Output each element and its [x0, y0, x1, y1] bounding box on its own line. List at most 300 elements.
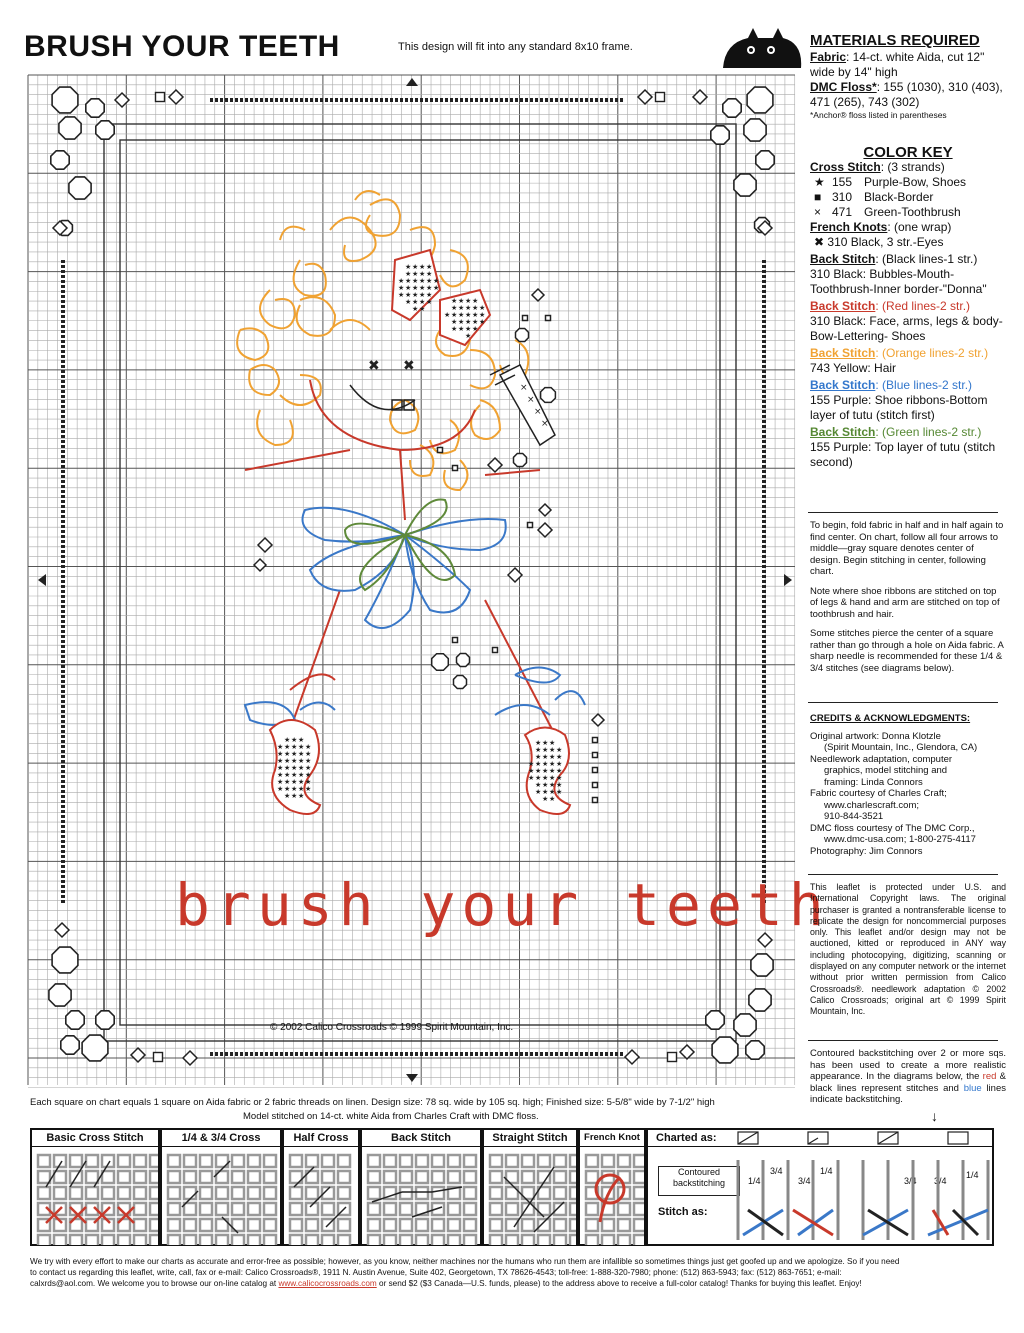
bubble	[457, 654, 470, 667]
border-stitch	[325, 98, 328, 102]
straight-stitch-diagram	[484, 1147, 576, 1245]
border-stitch	[762, 775, 766, 778]
footer-line: calxrds@aol.com. We welcome you to browse our on-line catalog at www.calicocrossroads.com or send $2 ($3 Canada—U.S. funds, please) to the address above to receive a full-color catalog! Thanks for buying this leaflet. Enjoy!	[30, 1279, 862, 1288]
chart-lettering: brush your teeth	[175, 871, 830, 939]
border-stitch	[61, 645, 65, 648]
fabric-square	[86, 1155, 98, 1167]
border-stitch	[762, 710, 766, 713]
star-stitch: ★	[398, 277, 405, 285]
border-stitch	[435, 1052, 438, 1056]
border-stitch	[762, 825, 766, 828]
border-stitch	[762, 570, 766, 573]
fabric-square	[416, 1219, 428, 1231]
fabric-square	[150, 1203, 158, 1215]
border-stitch	[420, 98, 423, 102]
border-stitch	[61, 570, 65, 573]
back-green-text: 155 Purple: Top layer of tutu (stitch second)	[810, 440, 996, 469]
border-stitch	[762, 665, 766, 668]
fabric-square	[554, 1155, 566, 1167]
fabric-square	[118, 1187, 130, 1199]
border-stitch	[762, 860, 766, 863]
fabric-square	[290, 1187, 302, 1199]
border-stitch	[61, 755, 65, 758]
model-note: Model stitched on 14-ct. white Aida from Charles Craft with DMC floss.	[243, 1111, 539, 1122]
border-stitch	[325, 1052, 328, 1056]
star-stitch: ★	[549, 781, 556, 789]
half-cross-diagram	[284, 1147, 358, 1245]
border-stitch	[762, 390, 766, 393]
border-stitch	[762, 270, 766, 273]
fabric-square	[134, 1155, 146, 1167]
fabric-square	[118, 1171, 130, 1183]
border-stitch	[762, 280, 766, 283]
fabric-square	[570, 1171, 576, 1183]
border-stitch	[61, 665, 65, 668]
border-stitch	[280, 98, 283, 102]
bubble-octagon	[69, 177, 91, 199]
star-stitch: ★	[472, 311, 479, 319]
star-stitch: ★	[284, 736, 291, 744]
star-stitch: ★	[556, 774, 563, 782]
border-stitch	[61, 395, 65, 398]
fabric-square	[184, 1219, 196, 1231]
bubble-octagon	[96, 1011, 114, 1029]
fabric-square	[464, 1155, 476, 1167]
credit-line: DMC floss courtesy of The DMC Corp.,	[810, 822, 975, 834]
star-stitch: ★	[405, 291, 412, 299]
border-stitch	[555, 1052, 558, 1056]
border-stitch	[61, 520, 65, 523]
star-stitch: ★	[451, 311, 458, 319]
star-stitch: ★	[284, 771, 291, 779]
star-stitch: ★	[542, 760, 549, 768]
star-stitch: ★	[291, 750, 298, 758]
border-stitch	[210, 98, 213, 102]
border-stitch	[440, 98, 443, 102]
border-stitch	[61, 460, 65, 463]
border-stitch	[61, 455, 65, 458]
border-stitch	[300, 98, 303, 102]
border-stitch	[620, 1052, 623, 1056]
border-stitch	[61, 865, 65, 868]
border-stitch	[61, 790, 65, 793]
border-stitch	[495, 98, 498, 102]
border-stitch	[762, 425, 766, 428]
star-stitch: ★	[535, 774, 542, 782]
back-black-note: : (Black lines-1 str.)	[875, 252, 978, 266]
border-stitch	[215, 1052, 218, 1056]
fabric-square	[432, 1187, 444, 1199]
border-stitch	[762, 765, 766, 768]
footer	[30, 1256, 1000, 1289]
border-stitch	[762, 335, 766, 338]
panel-title: Basic Cross Stitch	[32, 1130, 158, 1147]
border-stitch	[495, 1052, 498, 1056]
border-stitch	[762, 650, 766, 653]
credit-line: www.charlescraft.com;	[824, 799, 920, 811]
fabric-square	[38, 1171, 50, 1183]
fabric-square	[618, 1219, 630, 1231]
fabric-square	[384, 1219, 396, 1231]
border-stitch	[425, 1052, 428, 1056]
star-stitch: ★	[412, 305, 419, 313]
border-stitch	[450, 98, 453, 102]
fabric-square	[168, 1171, 180, 1183]
french-knots-label: French Knots	[810, 220, 888, 234]
bubble-octagon	[59, 117, 81, 139]
border-stitch	[405, 1052, 408, 1056]
border-stitch	[370, 1052, 373, 1056]
border-stitch	[565, 1052, 568, 1056]
bubble-octagon	[51, 151, 69, 169]
star-stitch: ★	[472, 325, 479, 333]
border-stitch	[61, 740, 65, 743]
fabric-square	[322, 1235, 334, 1245]
panel-title: 1/4 & 3/4 Cross	[162, 1130, 280, 1147]
star-stitch: ★	[405, 298, 412, 306]
border-stitch	[61, 620, 65, 623]
star-stitch: ★	[465, 297, 472, 305]
star-stitch: ★	[291, 785, 298, 793]
border-stitch	[620, 98, 623, 102]
fabric-square	[490, 1235, 502, 1245]
fabric-square	[464, 1171, 476, 1183]
border-stitch	[605, 1052, 608, 1056]
border-stitch	[360, 98, 363, 102]
border-stitch	[762, 350, 766, 353]
star-stitch: ★	[298, 771, 305, 779]
border-stitch	[480, 1052, 483, 1056]
border-stitch	[61, 660, 65, 663]
fabric-square	[200, 1187, 212, 1199]
star-stitch: ★	[398, 284, 405, 292]
border-stitch	[762, 445, 766, 448]
border-stitch	[61, 775, 65, 778]
border-stitch	[355, 1052, 358, 1056]
border-stitch	[610, 98, 613, 102]
border-stitch	[61, 695, 65, 698]
border-stitch	[762, 735, 766, 738]
star-stitch: ★	[472, 297, 479, 305]
border-stitch	[762, 780, 766, 783]
border-stitch	[61, 360, 65, 363]
fabric-square	[368, 1171, 380, 1183]
fabric-square	[400, 1155, 412, 1167]
materials-section	[810, 33, 1006, 121]
back-blue-text: 155 Purple: Shoe ribbons-Bottom layer of tutu (stitch first)	[810, 393, 988, 422]
border-stitch	[275, 98, 278, 102]
star-stitch: ★	[542, 774, 549, 782]
diamond-motif	[693, 90, 707, 104]
fabric-square	[586, 1219, 598, 1231]
fabric-square	[264, 1171, 276, 1183]
border-stitch	[580, 1052, 583, 1056]
star-stitch: ★	[556, 767, 563, 775]
bubble-octagon	[749, 989, 771, 1011]
fabric-square	[368, 1187, 380, 1199]
star-stitch: ★	[405, 277, 412, 285]
diagram-basic-cross	[30, 1128, 160, 1246]
border-stitch	[420, 1052, 423, 1056]
bubble	[523, 316, 528, 321]
border-stitch	[61, 730, 65, 733]
border-stitch	[530, 1052, 533, 1056]
border-stitch	[61, 870, 65, 873]
panel-title: Back Stitch	[362, 1130, 480, 1147]
border-stitch	[535, 1052, 538, 1056]
border-stitch	[762, 545, 766, 548]
fabric-square	[232, 1235, 244, 1245]
bubble-octagon	[746, 1041, 764, 1059]
diagram-quarter-cross	[160, 1128, 282, 1246]
border-stitch	[762, 525, 766, 528]
fabric-square	[416, 1235, 428, 1245]
border-stitch	[270, 98, 273, 102]
border-stitch	[61, 765, 65, 768]
diagram-half-cross	[282, 1128, 360, 1246]
border-stitch	[762, 300, 766, 303]
border-stitch	[610, 1052, 613, 1056]
fabric-square	[54, 1187, 66, 1199]
border-stitch	[762, 595, 766, 598]
fabric-square	[464, 1187, 476, 1199]
fabric-square	[168, 1219, 180, 1231]
fabric-square	[506, 1235, 518, 1245]
fabric-square	[416, 1187, 428, 1199]
border-stitch	[385, 98, 388, 102]
border-stitch	[61, 530, 65, 533]
fabric-square	[184, 1155, 196, 1167]
diagram-charted-as	[646, 1128, 994, 1246]
border-stitch	[762, 725, 766, 728]
star-stitch: ★	[535, 746, 542, 754]
border-stitch	[220, 98, 223, 102]
border-stitch	[762, 290, 766, 293]
bubble	[593, 768, 598, 773]
border-stitch	[370, 98, 373, 102]
border-stitch	[61, 810, 65, 813]
star-stitch: ★	[549, 746, 556, 754]
fabric-square	[522, 1235, 534, 1245]
border-stitch	[762, 530, 766, 533]
diamond-motif	[638, 90, 652, 104]
star-stitch: ★	[556, 760, 563, 768]
instructions-p3: Some stitches pierce the center of a square rather than go through a hole on Aida fabric. A sharp needle is recommended for these 1/4 & 3/4 stitches (see diagrams below).	[810, 628, 1004, 674]
basic-cross-diagram	[32, 1147, 158, 1245]
fabric-square	[490, 1187, 502, 1199]
border-stitch	[475, 98, 478, 102]
border-stitch	[61, 600, 65, 603]
star-stitch: ★	[549, 795, 556, 803]
star-stitch: ★	[433, 277, 440, 285]
fabric-square	[618, 1235, 630, 1245]
star-stitch: ★	[419, 263, 426, 271]
border-stitch	[61, 465, 65, 468]
border-stitch	[762, 345, 766, 348]
fabric-square	[200, 1155, 212, 1167]
fabric-square	[570, 1203, 576, 1215]
fabric-square	[184, 1235, 196, 1245]
border-stitch	[61, 490, 65, 493]
border-stitch	[590, 98, 593, 102]
border-stitch	[61, 750, 65, 753]
star-stitch: ★	[426, 291, 433, 299]
bubble	[593, 798, 598, 803]
star-stitch: ★	[542, 767, 549, 775]
border-stitch	[465, 98, 468, 102]
border-stitch	[61, 630, 65, 633]
border-stitch	[61, 430, 65, 433]
star-stitch: ★	[298, 778, 305, 786]
border-stitch	[400, 1052, 403, 1056]
fabric-square	[432, 1171, 444, 1183]
back-red-text: 310 Black: Face, arms, legs & body-Bow-Lettering- Shoes	[810, 314, 1003, 343]
border-stitch	[762, 260, 766, 263]
border-stitch	[61, 510, 65, 513]
border-stitch	[762, 265, 766, 268]
star-stitch: ★	[535, 781, 542, 789]
border-stitch	[762, 535, 766, 538]
bubble-octagon	[734, 174, 756, 196]
back-blue-label: Back Stitch	[810, 378, 876, 392]
fabric-square	[384, 1235, 396, 1245]
materials-heading: MATERIALS REQUIRED	[810, 32, 980, 49]
border-stitch	[530, 98, 533, 102]
star-stitch: ★	[451, 325, 458, 333]
border-stitch	[61, 485, 65, 488]
three-quarter-label: 3/4	[904, 1176, 917, 1186]
border-stitch	[762, 830, 766, 833]
border-stitch	[762, 360, 766, 363]
fabric-square	[232, 1203, 244, 1215]
border-stitch	[265, 98, 268, 102]
star-stitch: ★	[549, 767, 556, 775]
catalog-link[interactable]: www.calicocrossroads.com	[278, 1279, 377, 1288]
divider	[808, 702, 998, 703]
border-stitch	[61, 470, 65, 473]
border-stitch	[500, 98, 503, 102]
bubble-octagon	[744, 119, 766, 141]
border-stitch	[585, 98, 588, 102]
border-stitch	[485, 1052, 488, 1056]
border-stitch	[762, 640, 766, 643]
border-stitch	[762, 755, 766, 758]
back-black-text: 310 Black: Bubbles-Mouth-Toothbrush-Inner border-"Donna"	[810, 267, 987, 296]
border-stitch	[595, 98, 598, 102]
fabric-square	[416, 1155, 428, 1167]
border-stitch	[762, 565, 766, 568]
star-stitch: ★	[305, 771, 312, 779]
cross-stitch-label: Cross Stitch	[810, 160, 881, 174]
star-stitch: ★	[277, 764, 284, 772]
diamond-motif	[625, 1050, 639, 1064]
border-stitch	[762, 600, 766, 603]
border-stitch	[600, 98, 603, 102]
border-stitch	[535, 98, 538, 102]
bubble-octagon	[49, 984, 71, 1006]
bubble	[532, 289, 544, 301]
quarter-cross-diagram	[162, 1147, 280, 1245]
border-stitch	[505, 1052, 508, 1056]
border-stitch	[61, 335, 65, 338]
border-stitch	[315, 98, 318, 102]
border-stitch	[762, 515, 766, 518]
border-stitch	[220, 1052, 223, 1056]
border-stitch	[435, 98, 438, 102]
face-outline	[310, 380, 475, 450]
bubble-octagon	[61, 1036, 79, 1054]
border-stitch	[762, 330, 766, 333]
border-stitch	[61, 800, 65, 803]
fabric-square	[338, 1219, 350, 1231]
border-stitch	[340, 1052, 343, 1056]
border-stitch	[450, 1052, 453, 1056]
border-stitch	[61, 505, 65, 508]
three-quarter-label: 3/4	[770, 1166, 783, 1176]
star-stitch: ★	[284, 743, 291, 751]
border-stitch	[400, 98, 403, 102]
fabric-square	[150, 1235, 158, 1245]
fabric-square	[464, 1219, 476, 1231]
border-stitch	[61, 700, 65, 703]
border-stitch	[305, 98, 308, 102]
border-stitch	[550, 1052, 553, 1056]
bubble	[453, 638, 458, 643]
square-motif	[154, 1053, 163, 1062]
border-stitch	[375, 98, 378, 102]
border-stitch	[430, 98, 433, 102]
star-stitch: ★	[305, 743, 312, 751]
fabric-square	[522, 1171, 534, 1183]
fabric-square	[134, 1235, 146, 1245]
star-stitch: ★	[419, 277, 426, 285]
credit-line: Photography: Jim Connors	[810, 845, 923, 857]
border-stitch	[510, 1052, 513, 1056]
border-stitch	[61, 525, 65, 528]
border-stitch	[762, 610, 766, 613]
border-stitch	[235, 1052, 238, 1056]
border-stitch	[61, 265, 65, 268]
star-stitch: ★	[426, 284, 433, 292]
fabric-square	[522, 1219, 534, 1231]
contour-note: Contoured backstitching over 2 or more sqs. has been used to create a more realistic appearance. In the diagrams below, the red & black lines represent stitches and blue lines indicate backstitching.	[810, 1048, 1006, 1105]
border-stitch	[762, 395, 766, 398]
fabric-square	[634, 1155, 644, 1167]
border-stitch	[275, 1052, 278, 1056]
border-stitch	[225, 1052, 228, 1056]
star-stitch: ★	[556, 788, 563, 796]
border-stitch	[762, 590, 766, 593]
back-blue-note: : (Blue lines-2 str.)	[875, 378, 973, 392]
divider	[808, 1040, 998, 1041]
legal-text: This leaflet is protected under U.S. and International Copyright laws. The original purchaser is granted a nontransferable license to replicate the design for noncommercial purposes only. This leaflet and/or design may not be auctioned, kitted or reproduced in ANY way including photocopying, digitizing, scanning or displayed on any computer network or the internet without prior written permission from Calico Crossroads®. needlework adaptation © 2002 Calico Crossroads; original art © 1999 Spirit Mountain, Inc.	[810, 882, 1006, 1017]
fabric-square	[306, 1155, 318, 1167]
fabric-square	[490, 1171, 502, 1183]
border-stitch	[295, 98, 298, 102]
star-stitch: ★	[284, 778, 291, 786]
bubble-octagon	[82, 1035, 108, 1061]
border-stitch	[565, 98, 568, 102]
star-stitch: ★	[298, 764, 305, 772]
border-stitch	[330, 98, 333, 102]
border-stitch	[560, 98, 563, 102]
border-stitch	[61, 260, 65, 263]
star-stitch: ★	[419, 298, 426, 306]
fabric-square	[384, 1171, 396, 1183]
bubble-octagon	[712, 1037, 738, 1063]
border-stitch	[240, 98, 243, 102]
fabric-square	[168, 1187, 180, 1199]
